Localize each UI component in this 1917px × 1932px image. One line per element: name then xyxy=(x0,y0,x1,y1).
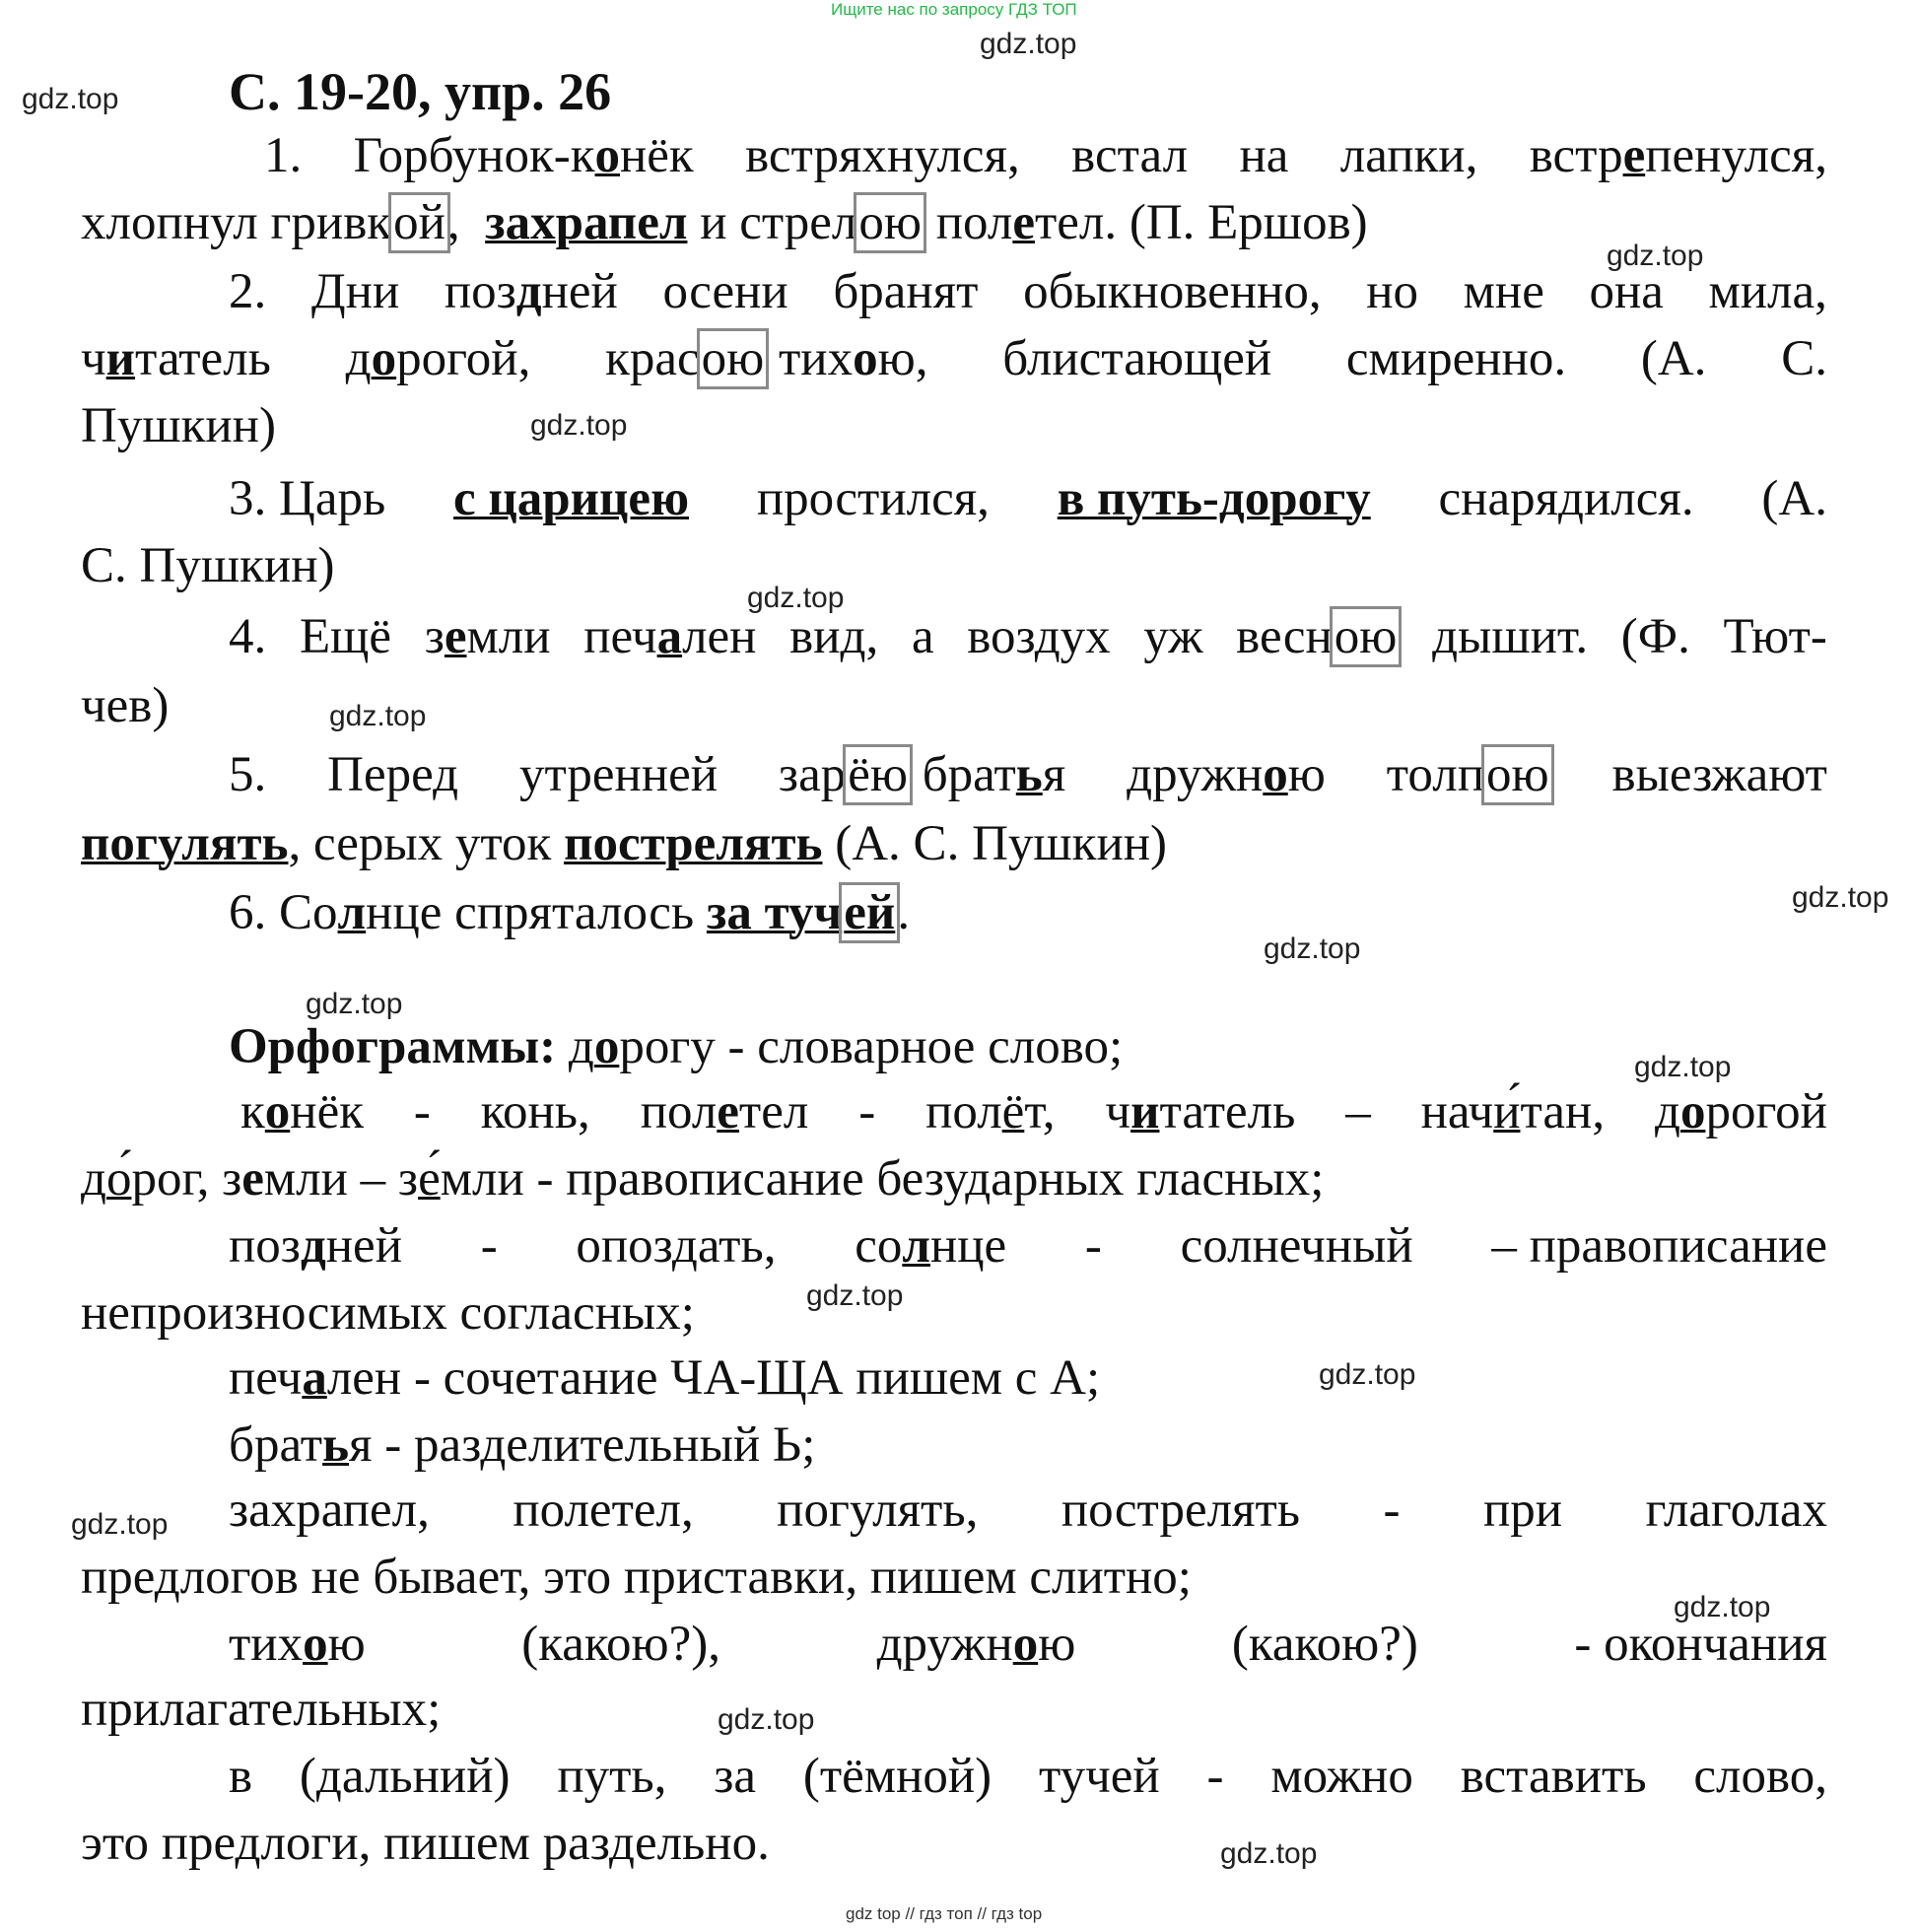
text-segment: зарёю братья xyxy=(778,747,1066,802)
text-segment: начи́тан, xyxy=(1420,1084,1606,1139)
text-segment: (дальний) xyxy=(299,1749,511,1804)
text-segment: конёк xyxy=(240,1084,364,1139)
text-segment: обыкновенно, xyxy=(1023,264,1322,319)
orthogram-line: предлогов не бывает, это приставки, пишем слитно; xyxy=(81,1550,1192,1605)
text-segment: весною xyxy=(1236,609,1398,664)
text-segment: - xyxy=(1084,1218,1102,1274)
text-segment: встрепенулся, xyxy=(1529,128,1827,183)
text-segment: уж xyxy=(1143,609,1203,664)
text-segment: 4. xyxy=(229,609,267,664)
sentence-line: С. Пушкин) xyxy=(81,538,335,593)
watermark: gdz.top xyxy=(1319,1358,1416,1391)
text-segment: дружною xyxy=(876,1617,1076,1672)
sentence-line xyxy=(81,325,1827,392)
text-segment: солнце xyxy=(855,1218,1007,1274)
text-segment: Горбунок-конёк xyxy=(353,128,694,183)
text-segment: - xyxy=(1383,1483,1401,1538)
text-segment: простился, xyxy=(756,471,990,526)
text-segment: с царицею xyxy=(453,471,690,526)
sentence-line xyxy=(229,603,1827,670)
text-segment: выезжают xyxy=(1611,747,1827,802)
watermark: gdz.top xyxy=(530,409,628,442)
sentence-line: Пушкин) xyxy=(81,398,276,453)
text-segment: смиренно. xyxy=(1345,331,1567,386)
text-segment: (какою?), xyxy=(521,1617,721,1672)
text-segment: красою тихою, xyxy=(605,331,928,386)
text-segment: - окончания xyxy=(1574,1617,1827,1672)
orthogram-line: прилагательных; xyxy=(81,1682,442,1737)
sentence-line: погулять, серых уток пострелять (А. С. Пушкин) xyxy=(81,816,1168,871)
watermark: gdz.top xyxy=(306,988,403,1020)
watermark: gdz.top xyxy=(1792,881,1889,914)
sentence-line xyxy=(229,741,1827,808)
watermark: gdz.top xyxy=(22,83,119,115)
text-segment: при xyxy=(1482,1483,1563,1538)
text-segment: глаголах xyxy=(1645,1483,1827,1538)
text-segment: 5. xyxy=(229,747,267,802)
text-segment: Дни xyxy=(310,264,400,319)
text-segment: за xyxy=(714,1749,757,1804)
orthogram-line: братья - разделительный Ь; xyxy=(229,1417,816,1473)
text-segment: (Ф. xyxy=(1620,609,1690,664)
watermark: gdz.top xyxy=(806,1279,904,1312)
orthogram-line: это предлоги, пишем раздельно. xyxy=(81,1816,770,1871)
text-segment: снарядился. xyxy=(1438,471,1694,526)
watermark: gdz.top xyxy=(1634,1051,1732,1083)
text-segment: земли xyxy=(424,609,551,664)
text-segment: полетел xyxy=(640,1084,809,1139)
text-segment: дорогой, xyxy=(345,331,531,386)
sentence-line: чев) xyxy=(81,678,170,733)
orthogram-line xyxy=(229,1743,1827,1810)
text-segment: вставить xyxy=(1460,1749,1647,1804)
watermark: gdz.top xyxy=(1264,932,1361,965)
text-segment: встряхнулся, xyxy=(745,128,1020,183)
sentence-line xyxy=(264,122,1827,189)
text-segment: солнечный xyxy=(1180,1218,1413,1274)
watermark: gdz.top xyxy=(71,1508,169,1541)
text-segment: но xyxy=(1366,264,1419,319)
text-segment: осени xyxy=(662,264,788,319)
orthogram-line: Орфограммы: дорогу - словарное слово; xyxy=(229,1019,1124,1074)
text-segment: мила, xyxy=(1708,264,1827,319)
text-segment: – правописание xyxy=(1491,1218,1827,1274)
text-segment: бранят xyxy=(833,264,979,319)
text-segment: блистающей xyxy=(1002,331,1272,386)
text-segment: тучей xyxy=(1038,1749,1160,1804)
text-segment: конь, xyxy=(480,1084,590,1139)
sentence-line xyxy=(229,465,1827,532)
watermark: gdz.top xyxy=(747,582,845,614)
sentence-line: 6. Солнце спряталось за тучей. xyxy=(229,885,911,940)
text-segment: а xyxy=(911,609,934,664)
watermark: gdz.top xyxy=(1220,1837,1318,1870)
watermark: gdz.top xyxy=(718,1703,815,1736)
footer-note: gdz top // гдз топ // гдз top xyxy=(846,1904,1043,1923)
text-segment: читатель xyxy=(81,331,271,386)
text-segment: захрапел, xyxy=(229,1483,430,1538)
text-segment: вид, xyxy=(789,609,879,664)
orthogram-line xyxy=(229,1212,1827,1279)
text-segment: (тёмной) xyxy=(802,1749,993,1804)
text-segment: встал xyxy=(1071,128,1189,183)
text-segment: путь, xyxy=(557,1749,667,1804)
text-segment: опоздать, xyxy=(576,1218,777,1274)
text-segment: поздней xyxy=(229,1218,402,1274)
text-segment: Ещё xyxy=(299,609,392,664)
text-segment: полёт, xyxy=(925,1084,1056,1139)
text-segment: тихою xyxy=(229,1617,366,1672)
text-segment: дружною xyxy=(1127,747,1326,802)
text-segment: читатель xyxy=(1105,1084,1296,1139)
text-segment: дышит. xyxy=(1432,609,1589,664)
text-segment: толпою xyxy=(1386,747,1549,802)
text-segment: (какою?) xyxy=(1231,1617,1418,1672)
watermark: gdz.top xyxy=(980,28,1077,60)
text-segment: лапки, xyxy=(1339,128,1478,183)
orthogram-line: непроизносимых согласных; xyxy=(81,1285,695,1341)
text-segment: воздух xyxy=(967,609,1111,664)
text-segment: С. xyxy=(1781,331,1827,386)
orthogram-line: печален - сочетание ЧА-ЩА пишем с А; xyxy=(229,1350,1101,1406)
text-segment: поздней xyxy=(444,264,618,319)
text-segment: слово, xyxy=(1693,1749,1827,1804)
sentence-line: хлопнул гривкой, захрапел и стрелою полетел. (П. Ершов) xyxy=(81,195,1368,250)
text-segment: 1. xyxy=(264,128,303,183)
text-segment: мне xyxy=(1463,264,1544,319)
text-segment: (А. xyxy=(1761,471,1827,526)
text-segment: пострелять xyxy=(1061,1483,1301,1538)
text-segment: погулять, xyxy=(777,1483,979,1538)
text-segment: дорогой xyxy=(1654,1084,1827,1139)
orthogram-line xyxy=(229,1477,1827,1544)
watermark: gdz.top xyxy=(329,700,427,732)
text-segment: 2. xyxy=(229,264,267,319)
text-segment: полетел, xyxy=(513,1483,694,1538)
text-segment: в xyxy=(229,1749,253,1804)
text-segment: (А. xyxy=(1640,331,1707,386)
text-segment: - xyxy=(858,1084,876,1139)
text-segment: можно xyxy=(1270,1749,1413,1804)
sentence-line xyxy=(229,258,1827,325)
text-segment: 3. Царь xyxy=(229,471,386,526)
page-title: С. 19-20, упр. 26 xyxy=(229,62,612,121)
text-segment: в путь-дорогу xyxy=(1057,471,1371,526)
text-segment: Перед xyxy=(327,747,459,802)
watermark: gdz.top xyxy=(1674,1591,1771,1623)
watermark: gdz.top xyxy=(1607,240,1704,272)
text-segment: - xyxy=(1206,1749,1224,1804)
orthogram-line: до́рог, земли – зе́мли - правописание безударных гласных; xyxy=(81,1151,1325,1207)
orthogram-line xyxy=(240,1078,1827,1145)
search-hint: Ищите нас по запросу ГДЗ ТОП xyxy=(831,0,1077,19)
text-segment: печален xyxy=(583,609,757,664)
text-segment: она xyxy=(1589,264,1664,319)
text-segment: - xyxy=(480,1218,498,1274)
text-segment: Тют- xyxy=(1723,609,1827,664)
orthogram-line xyxy=(229,1611,1827,1678)
text-segment: – xyxy=(1345,1084,1371,1139)
text-segment: на xyxy=(1239,128,1289,183)
text-segment: - xyxy=(413,1084,431,1139)
text-segment: утренней xyxy=(518,747,719,802)
